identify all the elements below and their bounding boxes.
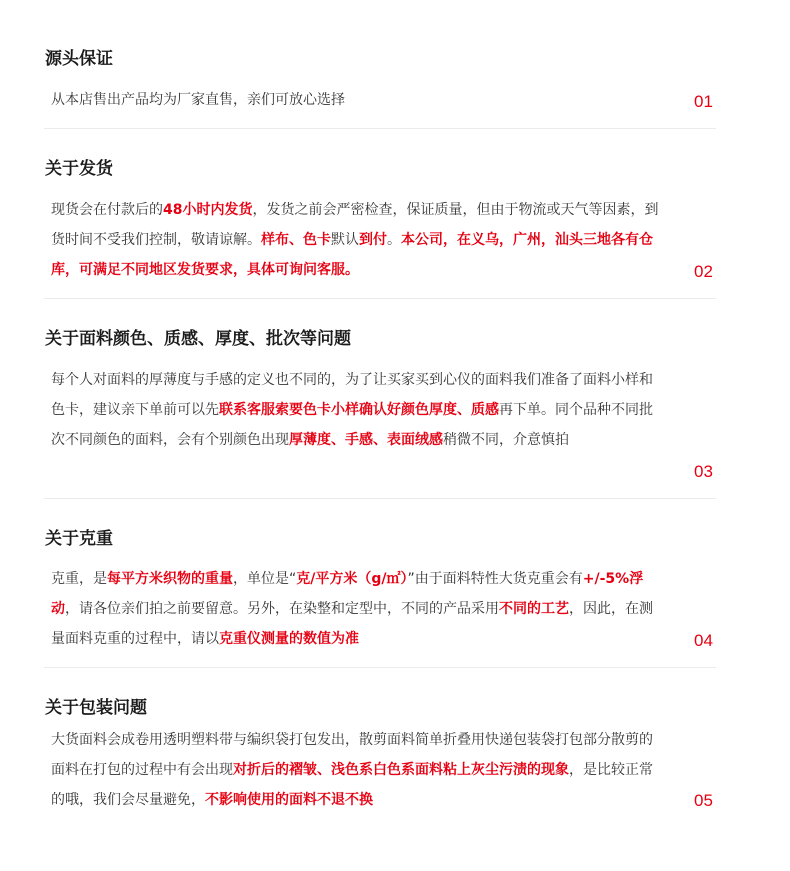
divider [44,128,716,129]
body-text-run: 再下单。同个品种不同批次不同颜色的面料，会有个别颜色出现 [51,402,653,448]
body-text-run: ，单位是“ [233,571,297,587]
section-number: 04 [694,631,713,650]
section-body [51,564,666,654]
highlight-text: 48小时内发货 [163,202,253,218]
highlight-text: 到付 [359,232,387,248]
body-text-run: 稍微不同，介意慎拍 [443,432,569,448]
highlight-text: 克/平方米（g/㎡） [296,571,408,587]
highlight-text: 样布、色卡 [261,232,331,248]
highlight-text: +/-5%浮动 [51,571,644,617]
body-text-run: 默认 [331,232,359,248]
section-title: 关于面料颜色、质感、厚度、批次等问题 [45,329,351,349]
body-text-run: 克重，是 [51,571,107,587]
section-title: 关于包装问题 [45,698,147,718]
body-text-run: 每个人对面料的厚薄度与手感的定义也不同的，为了让买家买到心仪的面料我们准备了面料小样和色卡，建议亲下单前可以先 [51,372,653,418]
section-body [51,725,666,815]
highlight-text: 每平方米织物的重量 [107,571,233,587]
body-text-run: 。 [387,232,401,248]
section-number: 03 [694,462,713,481]
highlight-text: 对折后的褶皱、浅色系白色系面料粘上灰尘污渍的现象 [233,762,569,778]
section-number: 01 [694,92,713,111]
highlight-text: 厚薄度、手感、表面绒感 [289,432,443,448]
divider [44,498,716,499]
divider [44,667,716,668]
highlight-text: 不同的工艺 [499,601,569,617]
body-text-run: 现货会在付款后的 [51,202,163,218]
section-title: 源头保证 [45,49,113,69]
section-body [51,365,666,455]
body-text-run: 大货面料会成卷用透明塑料带与编织袋打包发出，散剪面料简单折叠用快递包装袋打包部分散剪的面料在打包的过程中有会出现 [51,732,653,778]
section-body [51,195,666,285]
highlight-text: 本公司，在义乌，广州，汕头三地各有仓库，可满足不同地区发货要求，具体可询问客服。 [51,232,653,278]
section-title: 关于发货 [45,159,113,179]
highlight-text: 克重仪测量的数值为准 [219,631,359,647]
body-text-run: 从本店售出产品均为厂家直售，亲们可放心选择 [51,92,345,108]
section-title: 关于克重 [45,529,113,549]
highlight-text: 不影响使用的面料不退不换 [205,792,373,808]
section-number: 05 [694,791,713,810]
body-text-run: ，发货之前会严密检查，保证质量，但由于物流或天气等因素，到货时间不受我们控制，敬请谅解。 [51,202,659,248]
body-text-run: ，因此，在测量面料克重的过程中，请以 [51,601,653,647]
body-text-run: ”由于面料特性大货克重会有 [407,571,583,587]
section-body [51,85,666,115]
divider [44,298,716,299]
highlight-text: 联系客服索要色卡小样确认好颜色厚度、质感 [219,402,499,418]
body-text-run: ，是比较正常的哦，我们会尽量避免， [51,762,653,808]
section-number: 02 [694,262,713,281]
body-text-run: ，请各位亲们拍之前要留意。另外，在染整和定型中，不同的产品采用 [65,601,499,617]
